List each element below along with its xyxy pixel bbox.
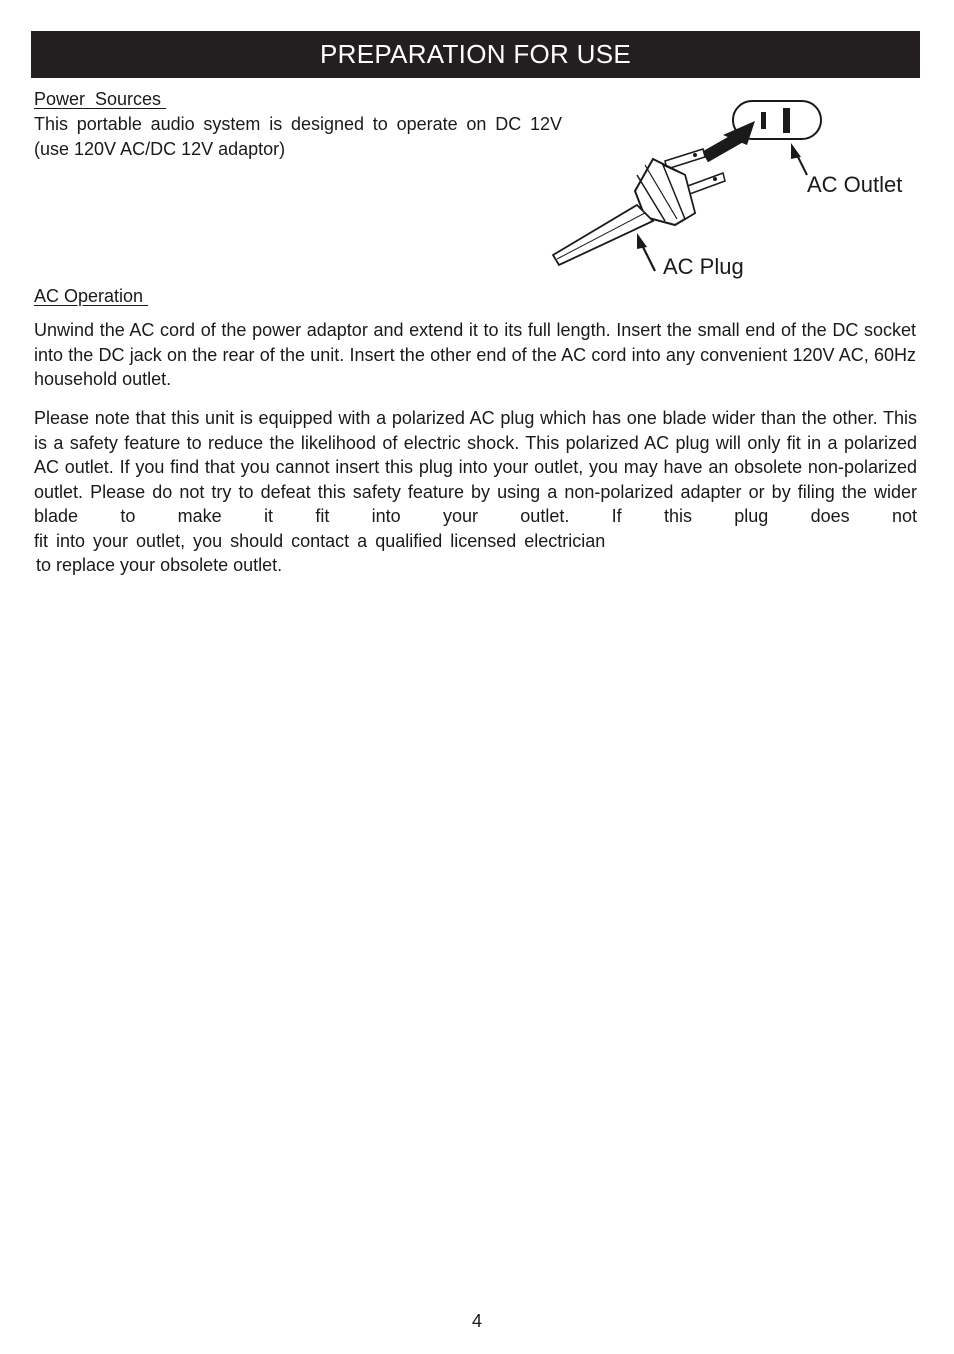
power-sources-heading: Power Sources	[34, 89, 167, 109]
page-title-bar	[31, 31, 920, 78]
ac-operation-paragraph-2: Please note that this unit is equipped with a polarized AC plug which has one blade wider than the other. This is a safety feature to reduce the likelihood of electric shock. This polarized AC plug will only fit in a polarized AC outlet. If you find that you cannot insert this plug into your outlet, you may have an obsolete non-polarized outlet. Please do not try to defeat this safety feature by using a non-polarized adapter or by filing the wider blade to make it fit into your outlet. If this plug does not	[34, 408, 917, 526]
power-sources-text: This portable audio system is designed to operate on DC 12V (use 120V AC/DC 12V adaptor)	[34, 114, 562, 159]
ac-outlet-label: AC Outlet	[807, 172, 903, 197]
ac-operation-paragraph-2-line-7: to replace your obsolete outlet.	[36, 555, 283, 575]
ac-operation-paragraph-1: Unwind the AC cord of the power adaptor and extend it to its full length. Insert the small end of the DC socket into the DC jack on the rear of the unit. Insert the other end of the AC cord into any convenient 120V AC, 60Hz household outlet.	[34, 320, 916, 389]
page-title: PREPARATION FOR USE	[320, 39, 631, 69]
ac-operation-heading: AC Operation	[34, 286, 149, 306]
ac-plug-diagram	[545, 95, 925, 285]
ac-plug-label: AC Plug	[663, 254, 744, 279]
ac-operation-paragraph-2-line-6: fit into your outlet, you should contact a qualified licensed electrician	[34, 531, 606, 551]
page-number: 4	[471, 1311, 482, 1331]
